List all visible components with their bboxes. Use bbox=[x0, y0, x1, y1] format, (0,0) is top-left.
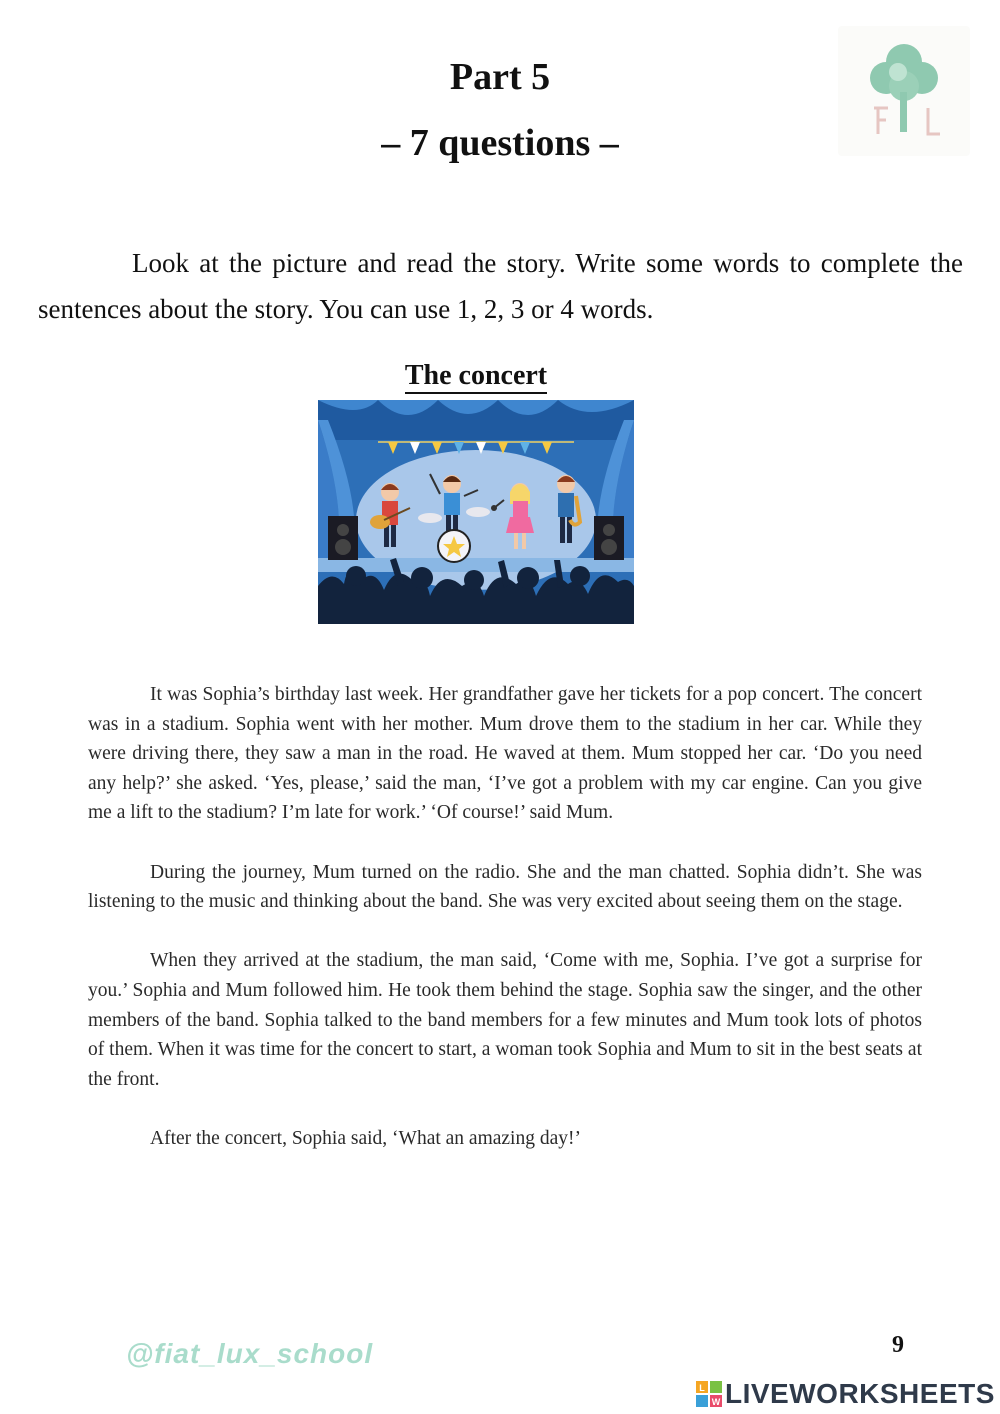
liveworksheets-text: LIVEWORKSHEETS bbox=[725, 1378, 995, 1409]
school-handle: @fiat_lux_school bbox=[126, 1338, 374, 1369]
school-logo bbox=[838, 26, 970, 156]
story-title-text: The concert bbox=[405, 360, 547, 394]
story-text bbox=[88, 680, 922, 1154]
badge-letter-l: L bbox=[699, 1383, 705, 1393]
liveworksheets-logo[interactable] bbox=[696, 1378, 995, 1410]
questions-count: – 7 questions – bbox=[381, 122, 619, 164]
story-paragraph-1: It was Sophia’s birthday last week. Her grandfather gave her tickets for a pop concert. The concert was in a stadium. Sophia went with her mother. Mum drove them to the stadium in her car. While they were driving there, they saw a man in the road. He waved at them. Mum stopped her car. ‘Do you need any help?’ she asked. ‘Yes, please,’ said the man, ‘I’ve got a problem with my car engine. Can you give me a lift to the stadium? I’m late for work.’ ‘Of course!’ said Mum. bbox=[88, 684, 922, 824]
tree-icon bbox=[838, 26, 970, 156]
story-paragraph-3: When they arrived at the stadium, the man said, ‘Come with me, Sophia. I’ve got a surprise for you.’ Sophia and Mum followed him. He took them behind the stage. Sophia saw the singer, and the other members of the band. Sophia talked to the band members for a few minutes and Mum took lots of photos of them. When it was time for the concert to start, a woman took Sophia and Mum to sit in the best seats at the front. bbox=[88, 950, 922, 1090]
story-paragraph-4: After the concert, Sophia said, ‘What an amazing day!’ bbox=[150, 1127, 581, 1149]
liveworksheets-badge-icon bbox=[696, 1381, 722, 1407]
story-paragraph-2: During the journey, Mum turned on the radio. She and the man chatted. Sophia didn’t. She was listening to the music and thinking about the band. She was very excited about seeing them on the stage. bbox=[88, 861, 922, 913]
part-title: Part 5 bbox=[449, 56, 551, 98]
page-number: 9 bbox=[892, 1332, 904, 1358]
instructions: Look at the picture and read the story. Write some words to complete the sentences about the story. You can use 1, 2, 3 or 4 words. bbox=[38, 248, 963, 324]
badge-letter-w: W bbox=[711, 1397, 721, 1407]
story-title bbox=[318, 360, 634, 392]
concert-picture bbox=[318, 400, 634, 624]
